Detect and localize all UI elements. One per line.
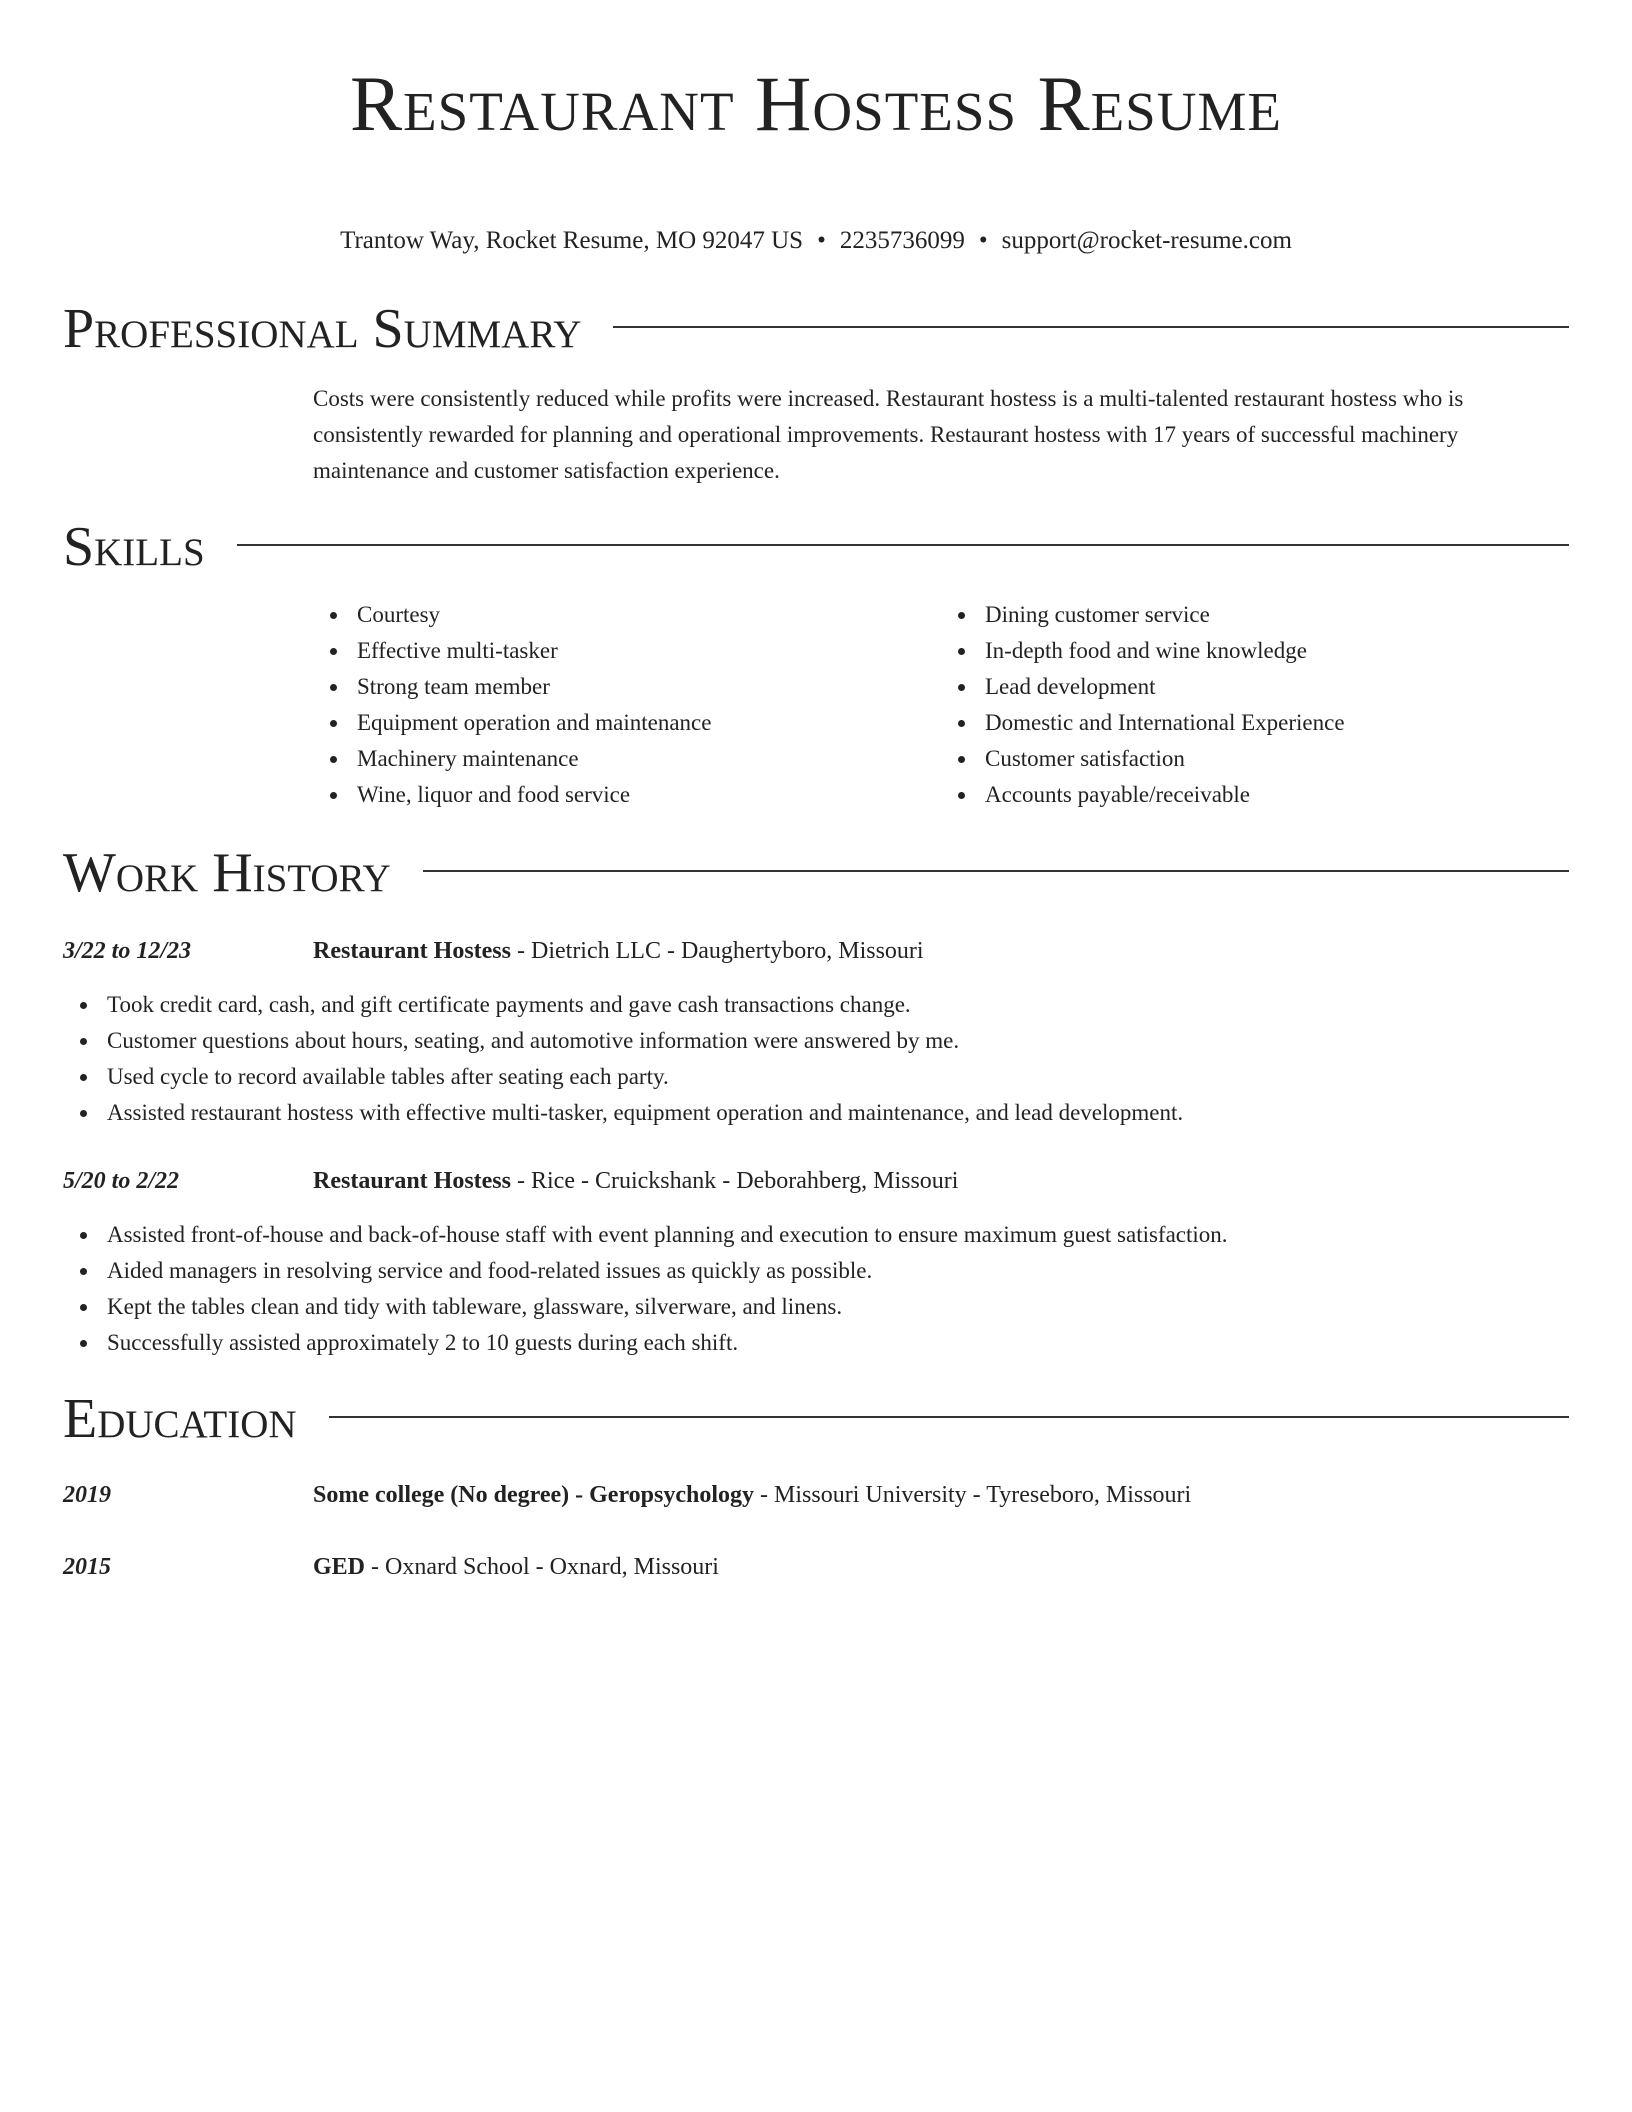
job-bullet: Took credit card, cash, and gift certificate payments and gave cash transactions change. bbox=[107, 987, 1569, 1023]
education-heading: Education bbox=[63, 1388, 297, 1450]
education-degree: GED bbox=[313, 1554, 366, 1580]
job-title: Restaurant Hostess bbox=[313, 1168, 511, 1194]
skills-section-header bbox=[63, 517, 1569, 577]
job-heading bbox=[313, 1163, 1569, 1199]
job-bullet: Assisted front-of-house and back-of-house staff with event planning and execution to ensure maximum guest satisfaction. bbox=[107, 1217, 1569, 1253]
contact-separator: • bbox=[978, 227, 988, 254]
education-year: 2015 bbox=[63, 1554, 111, 1580]
contact-email: support@rocket-resume.com bbox=[1001, 227, 1292, 254]
education-entry bbox=[63, 1477, 1569, 1513]
work-heading: Work History bbox=[63, 842, 391, 904]
education-year: 2019 bbox=[63, 1482, 111, 1508]
job-bullet: Aided managers in resolving service and food-related issues as quickly as possible. bbox=[107, 1253, 1569, 1289]
education-heading-line bbox=[313, 1549, 1569, 1585]
education-degree: Some college (No degree) - Geropsychology bbox=[313, 1482, 755, 1508]
summary-section-header bbox=[63, 299, 1569, 359]
skills-heading: Skills bbox=[63, 516, 205, 578]
skill-item: Lead development bbox=[985, 669, 1569, 705]
job-bullet: Customer questions about hours, seating, and automotive information were answered by me. bbox=[107, 1023, 1569, 1059]
skills-column-right bbox=[941, 597, 1569, 813]
job-entry bbox=[63, 933, 1569, 969]
skill-item: Machinery maintenance bbox=[357, 741, 941, 777]
job-heading bbox=[313, 933, 1569, 969]
resume-title: Restaurant Hostess Resume bbox=[350, 60, 1282, 147]
job-entry bbox=[63, 1163, 1569, 1199]
skill-item: In-depth food and wine knowledge bbox=[985, 633, 1569, 669]
section-divider bbox=[423, 870, 1569, 872]
job-details: - Dietrich LLC - Daughertyboro, Missouri bbox=[511, 938, 924, 964]
summary-text: Costs were consistently reduced while profits were increased. Restaurant hostess is a multi-talented restaurant hostess who is consistently rewarded for planning and operational improvements. Restaurant hostess with 17 years of successful machinery maintenance and customer satisfaction experience. bbox=[313, 386, 1464, 483]
skill-item: Wine, liquor and food service bbox=[357, 777, 941, 813]
skills-column-left bbox=[313, 597, 941, 813]
education-details: - Oxnard School - Oxnard, Missouri bbox=[365, 1554, 719, 1580]
skills-grid bbox=[313, 597, 1569, 813]
job-bullet: Successfully assisted approximately 2 to 10 guests during each shift. bbox=[107, 1325, 1569, 1361]
contact-address: Trantow Way, Rocket Resume, MO 92047 US bbox=[340, 227, 804, 254]
contact-line bbox=[63, 224, 1569, 258]
job-title: Restaurant Hostess bbox=[313, 938, 511, 964]
section-divider bbox=[329, 1416, 1569, 1418]
education-section-header bbox=[63, 1389, 1569, 1449]
job-bullets bbox=[63, 1217, 1569, 1361]
section-divider bbox=[237, 544, 1569, 546]
section-divider bbox=[613, 326, 1569, 328]
job-dates: 3/22 to 12/23 bbox=[63, 938, 192, 964]
work-section-header bbox=[63, 843, 1569, 903]
skill-item: Dining customer service bbox=[985, 597, 1569, 633]
job-details: - Rice - Cruickshank - Deborahberg, Missouri bbox=[511, 1168, 959, 1194]
job-bullet: Assisted restaurant hostess with effective multi-tasker, equipment operation and maintenance, and lead development. bbox=[107, 1095, 1569, 1131]
education-entry bbox=[63, 1549, 1569, 1585]
summary-heading: Professional Summary bbox=[63, 298, 582, 360]
skill-item: Effective multi-tasker bbox=[357, 633, 941, 669]
job-bullets bbox=[63, 987, 1569, 1131]
skill-item: Domestic and International Experience bbox=[985, 705, 1569, 741]
job-bullet: Kept the tables clean and tidy with tableware, glassware, silverware, and linens. bbox=[107, 1289, 1569, 1325]
job-bullet: Used cycle to record available tables after seating each party. bbox=[107, 1059, 1569, 1095]
skill-item: Customer satisfaction bbox=[985, 741, 1569, 777]
contact-separator: • bbox=[817, 227, 826, 254]
skill-item: Accounts payable/receivable bbox=[985, 777, 1569, 813]
education-details: - Missouri University - Tyreseboro, Missouri bbox=[754, 1482, 1192, 1508]
skill-item: Courtesy bbox=[357, 597, 941, 633]
education-heading-line bbox=[313, 1477, 1569, 1513]
skill-item: Equipment operation and maintenance bbox=[357, 705, 941, 741]
contact-phone: 2235736099 bbox=[839, 227, 965, 254]
skill-item: Strong team member bbox=[357, 669, 941, 705]
job-dates: 5/20 to 2/22 bbox=[63, 1168, 180, 1194]
